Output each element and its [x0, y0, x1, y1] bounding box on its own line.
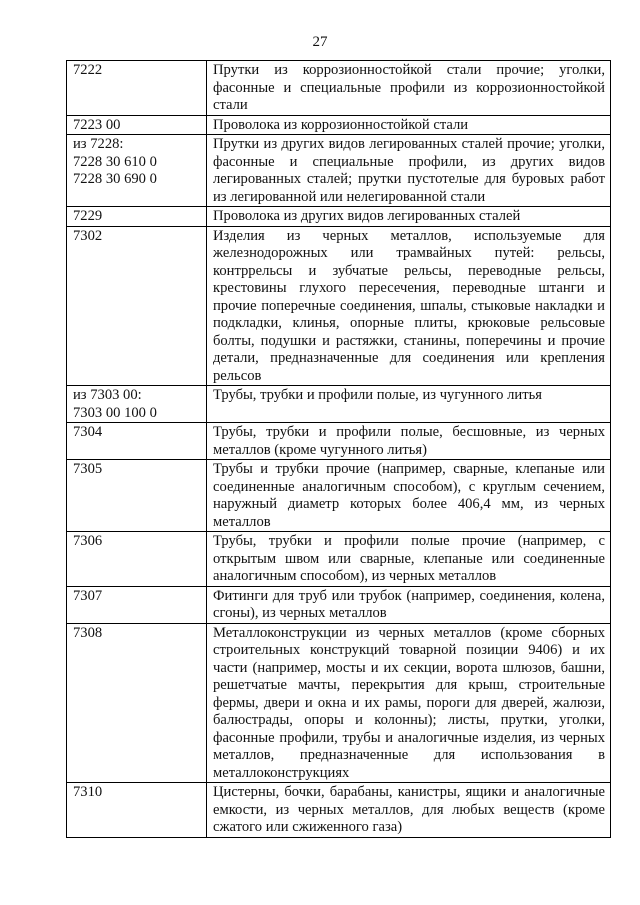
table-row [67, 115, 611, 135]
goods-description: Прутки из коррозионностойкой стали прочие; уголки, фасонные и специальные профили из коррозионностойкой стали [207, 61, 611, 116]
tariff-code: 7223 00 [67, 115, 207, 135]
tariff-code: 7222 [67, 61, 207, 116]
goods-description: Прутки из других видов легированных сталей прочие; уголки, фасонные и специальные профили, из других видов легированных сталей; прутки пустотелые для буровых работ из легированной или нелегированной стали [207, 135, 611, 207]
page-number: 27 [312, 34, 328, 50]
customs-code-table [66, 60, 611, 838]
tariff-code: 7229 [67, 207, 207, 227]
goods-description: Трубы, трубки и профили полые, бесшовные, из черных металлов (кроме чугунного литья) [207, 423, 611, 460]
table-row [67, 423, 611, 460]
goods-description: Проволока из других видов легированных сталей [207, 207, 611, 227]
tariff-code: из 7228: 7228 30 610 0 7228 30 690 0 [67, 135, 207, 207]
table-row [67, 226, 611, 386]
tariff-code: из 7303 00: 7303 00 100 0 [67, 386, 207, 423]
table-row [67, 61, 611, 116]
goods-description: Проволока из коррозионностойкой стали [207, 115, 611, 135]
goods-description: Фитинги для труб или трубок (например, соединения, колена, сгоны), из черных металлов [207, 586, 611, 623]
goods-description: Трубы и трубки прочие (например, сварные, клепаные или соединенные аналогичным способом), с круглым сечением, наружный диаметр которых более 406,4 мм, из черных металлов [207, 460, 611, 532]
table-row [67, 386, 611, 423]
table-row [67, 586, 611, 623]
table-row [67, 623, 611, 783]
goods-description: Цистерны, бочки, барабаны, канистры, ящики и аналогичные емкости, из черных металлов, для любых веществ (кроме сжатого или сжиженного газа) [207, 783, 611, 838]
tariff-code: 7307 [67, 586, 207, 623]
goods-description: Трубы, трубки и профили полые, из чугунного литья [207, 386, 611, 423]
table-row [67, 532, 611, 587]
table-row [67, 783, 611, 838]
goods-description: Изделия из черных металлов, используемые для железнодорожных или трамвайных путей: рельсы, контррельсы и зубчатые рельсы, переводные рельсы, крестовины глухого пересечения, переводные штанги и прочие поперечные соединения, шпалы, стыковые накладки и подкладки, клинья, опорные плиты, крюковые рельсовые болты, подушки и растяжки, станины, поперечины и прочие детали, предназначенные для соединения или крепления рельсов [207, 226, 611, 386]
tariff-code: 7304 [67, 423, 207, 460]
goods-description: Трубы, трубки и профили полые прочие (например, с открытым швом или сварные, клепаные или соединенные аналогичным способом), из черных металлов [207, 532, 611, 587]
tariff-code: 7306 [67, 532, 207, 587]
tariff-code: 7305 [67, 460, 207, 532]
tariff-code: 7310 [67, 783, 207, 838]
tariff-code: 7308 [67, 623, 207, 783]
table-row [67, 460, 611, 532]
goods-description: Металлоконструкции из черных металлов (кроме сборных строительных конструкций товарной позиции 9406) и их части (например, мосты и их секции, ворота шлюзов, башни, решетчатые мачты, перекрытия для крыш, строительные фермы, двери и окна и их рамы, пороги для дверей, жалюзи, балюстрады, опоры и колонны); листы, прутки, уголки, фасонные профили, трубы и аналогичные изделия, из черных металлов, предназначенные для использования в металлоконструкциях [207, 623, 611, 783]
table-row [67, 207, 611, 227]
table-row [67, 135, 611, 207]
tariff-code: 7302 [67, 226, 207, 386]
